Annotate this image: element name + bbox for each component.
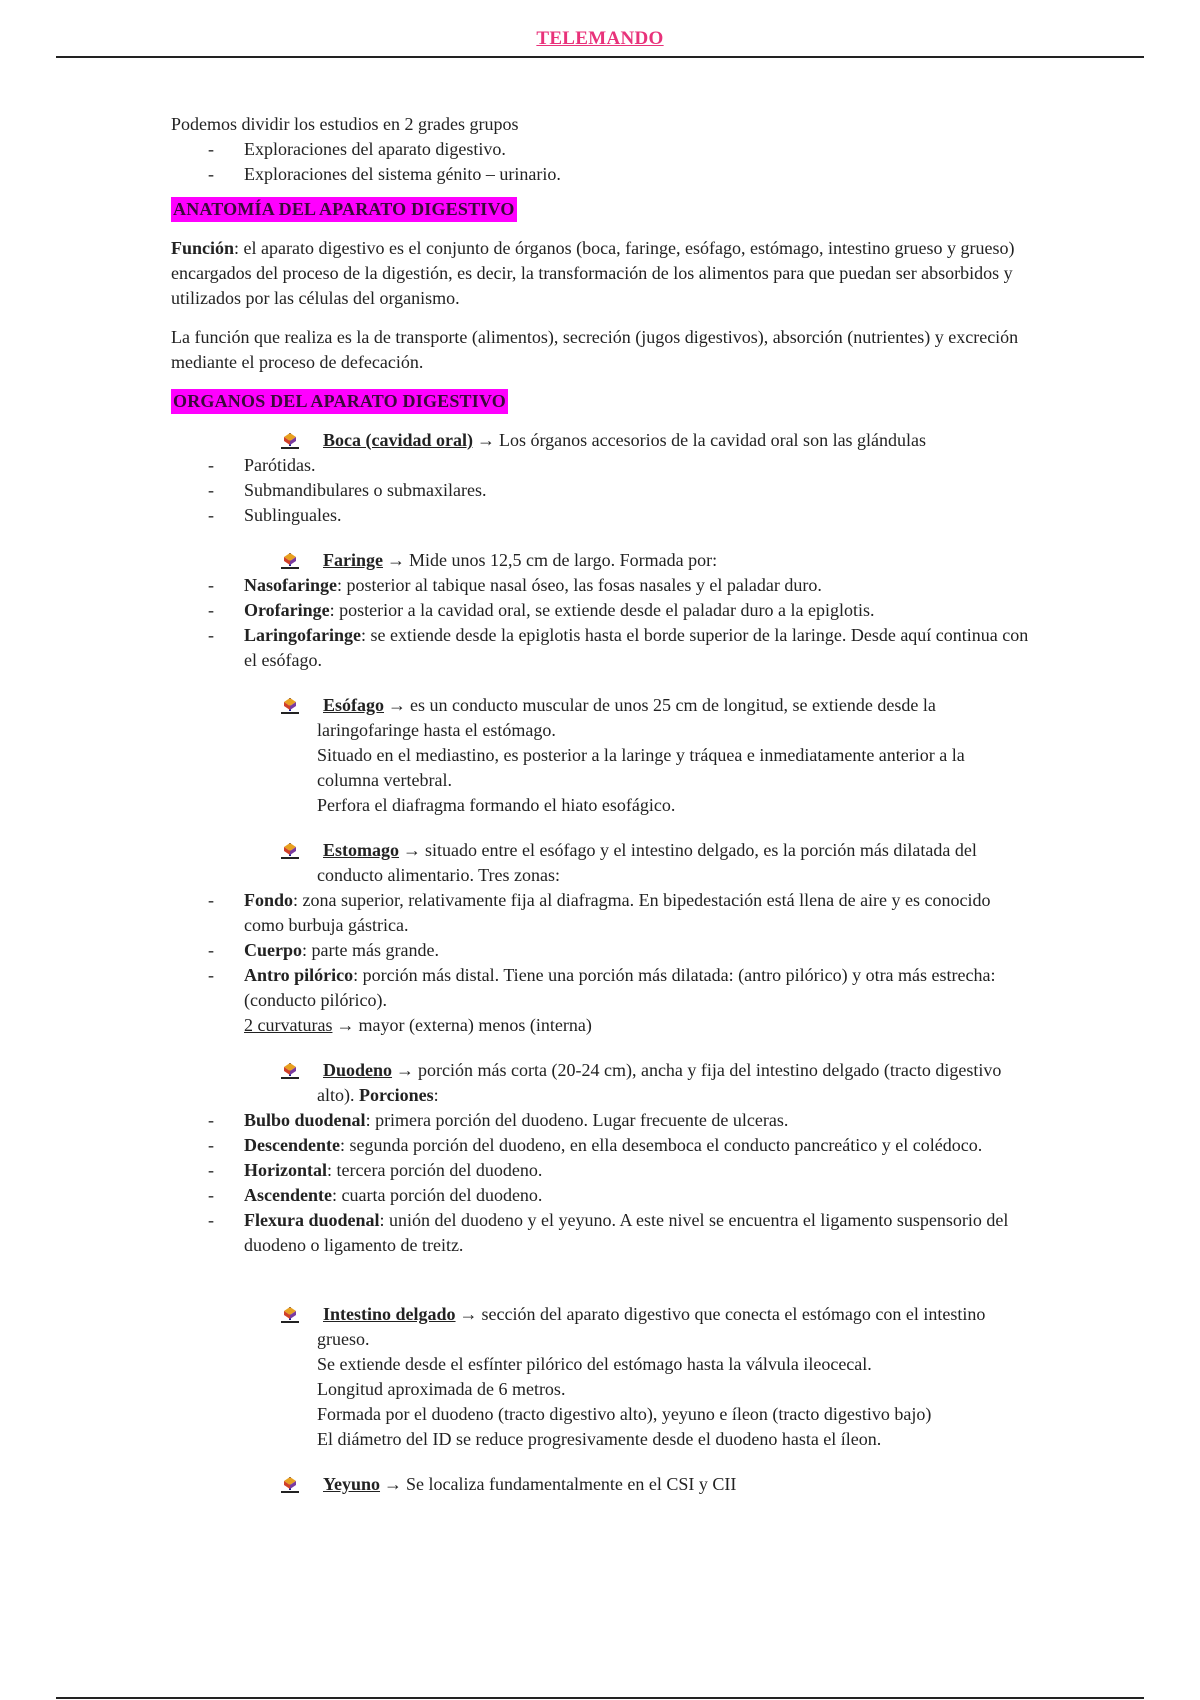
pin-icon — [281, 432, 299, 450]
list-item — [171, 573, 1031, 598]
header-title: TELEMANDO — [536, 28, 664, 49]
funcion-paragraph — [171, 236, 1031, 311]
term-text: : porción más distal. Tiene una porción más dilatada: (antro pilórico) y otra más estrecha: (conducto pilórico). — [244, 965, 996, 1010]
organ-text: Se localiza fundamentalmente en el CSI y CII — [406, 1474, 737, 1494]
term: Laringofaringe — [244, 625, 361, 645]
duodeno-list — [171, 1108, 1031, 1258]
term: Antro pilórico — [244, 965, 354, 985]
organos-heading: ORGANOS DEL APARATO DIGESTIVO — [171, 389, 508, 414]
term-text: : cuarta porción del duodeno. — [332, 1185, 543, 1205]
organ-text: Los órganos accesorios de la cavidad oral son las glándulas — [499, 430, 927, 450]
organ-line: Se extiende desde el esfínter pilórico del estómago hasta la válvula ileocecal. — [317, 1354, 872, 1374]
organ-boca — [171, 428, 1031, 453]
list-item — [171, 963, 1031, 1013]
organ-name: Duodeno — [323, 1060, 393, 1080]
organ-yeyuno — [171, 1472, 1031, 1497]
organ-estomago — [171, 838, 1031, 888]
arrow-icon: → — [336, 1015, 355, 1035]
list-item — [171, 1183, 1031, 1208]
arrow-icon: → — [384, 1474, 403, 1494]
term: Nasofaringe — [244, 575, 337, 595]
term-text: : tercera porción del duodeno. — [327, 1160, 543, 1180]
arrow-icon: → — [477, 430, 495, 450]
term-text: : se extiende desde la epiglotis hasta el borde superior de la laringe. Desde aquí continua con el esófago. — [244, 625, 1029, 670]
intro-text: Podemos dividir los estudios en 2 grades grupos — [171, 114, 519, 134]
organ-name: Faringe — [323, 550, 383, 570]
list-item — [171, 1133, 1031, 1158]
funcion-paragraph-2: La función que realiza es la de transporte (alimentos), secreción (jugos digestivos), absorción (nutrientes) y excreción mediante el proceso de defecación. — [171, 327, 1019, 372]
list-item: - Sublinguales. — [171, 503, 1031, 528]
term: Descendente — [244, 1135, 340, 1155]
organ-text: Mide unos 12,5 cm de largo. Formada por: — [409, 550, 718, 570]
pin-icon — [281, 1062, 299, 1080]
list-item — [171, 888, 1031, 938]
curvaturas-line — [171, 1013, 1031, 1038]
organ-line: El diámetro del ID se reduce progresivamente desde el duodeno hasta el íleon. — [317, 1429, 882, 1449]
curvaturas-text: mayor (externa) menos (interna) — [358, 1015, 592, 1035]
faringe-list — [171, 573, 1031, 673]
list-item: - Exploraciones del aparato digestivo. — [171, 137, 1031, 162]
term: Orofaringe — [244, 600, 330, 620]
list-item — [171, 1158, 1031, 1183]
organ-name: Intestino delgado — [323, 1304, 456, 1324]
estomago-list — [171, 888, 1031, 1013]
pin-icon — [281, 842, 299, 860]
organ-line: Perfora el diafragma formando el hiato esofágico. — [317, 795, 676, 815]
funcion-text: : el aparato digestivo es el conjunto de órganos (boca, faringe, esófago, estómago, intestino grueso y grueso) encargados del proceso de la digestión, es decir, la transformación de los alimentos para que puedan ser absorbidos y utilizados por las células del organismo. — [171, 238, 1015, 308]
organ-text: sección del aparato digestivo que conecta el estómago con el intestino grueso. — [317, 1304, 986, 1349]
organ-esofago — [171, 693, 1031, 818]
porciones-colon: : — [433, 1085, 439, 1105]
organ-line: Longitud aproximada de 6 metros. — [317, 1379, 566, 1399]
boca-list — [171, 453, 1031, 528]
term-text: : zona superior, relativamente fija al diafragma. En bipedestación está llena de aire y es conocido como burbuja gástrica. — [244, 890, 991, 935]
term-text: : primera porción del duodeno. Lugar frecuente de ulceras. — [365, 1110, 789, 1130]
pin-icon — [281, 697, 299, 715]
term: Bulbo duodenal — [244, 1110, 366, 1130]
term-text: : posterior al tabique nasal óseo, las fosas nasales y el paladar duro. — [337, 575, 822, 595]
term-text: : unión del duodeno y el yeyuno. A este nivel se encuentra el ligamento suspensorio del duodeno o ligamento de treitz. — [244, 1210, 1009, 1255]
term-text: : segunda porción del duodeno, en ella desemboca el conducto pancreático y el colédoco. — [339, 1135, 983, 1155]
organ-text: porción más corta (20-24 cm), ancha y fija del intestino delgado (tracto digestivo alto). — [317, 1060, 1002, 1105]
list-item — [171, 623, 1031, 673]
header-rule — [56, 56, 1144, 58]
term: Fondo — [244, 890, 294, 910]
list-item — [171, 938, 1031, 963]
organ-faringe — [171, 548, 1031, 573]
organ-name: Esófago — [323, 695, 385, 715]
term: Flexura duodenal — [244, 1210, 380, 1230]
arrow-icon: → — [387, 550, 405, 570]
term: Horizontal — [244, 1160, 327, 1180]
organ-name: Boca (cavidad oral) — [323, 430, 473, 450]
list-item — [171, 598, 1031, 623]
intro-list — [171, 137, 1031, 187]
organ-text: situado entre el esófago y el intestino delgado, es la porción más dilatada del conducto alimentario. Tres zonas: — [317, 840, 977, 885]
organ-line: Situado en el mediastino, es posterior a la laringe y tráquea e inmediatamente anterior a la columna vertebral. — [317, 745, 965, 790]
organ-intestino-delgado — [171, 1302, 1031, 1452]
document-body — [171, 112, 1031, 1497]
funcion-label: Función — [171, 238, 235, 258]
list-item — [171, 1108, 1031, 1133]
organ-duodeno — [171, 1058, 1031, 1108]
arrow-icon: → — [403, 840, 421, 860]
curvaturas-label: 2 curvaturas — [244, 1015, 333, 1035]
organ-text: es un conducto muscular de unos 25 cm de longitud, se extiende desde la laringofaringe hasta el estómago. — [317, 695, 936, 740]
footer-rule — [56, 1697, 1144, 1699]
organ-name: Estomago — [323, 840, 399, 860]
term: Ascendente — [244, 1185, 332, 1205]
list-item: - Parótidas. — [171, 453, 1031, 478]
arrow-icon: → — [396, 1060, 415, 1080]
term-text: : parte más grande. — [302, 940, 439, 960]
organ-name: Yeyuno — [323, 1474, 381, 1494]
list-item — [171, 1208, 1031, 1258]
list-item: - Exploraciones del sistema génito – urinario. — [171, 162, 1031, 187]
page-header — [0, 28, 1200, 50]
organ-line: Formada por el duodeno (tracto digestivo alto), yeyuno e íleon (tracto digestivo bajo) — [317, 1404, 932, 1424]
arrow-icon: → — [388, 695, 407, 715]
term-text: : posterior a la cavidad oral, se extiende desde el paladar duro a la epiglotis. — [329, 600, 875, 620]
arrow-icon: → — [459, 1304, 478, 1324]
pin-icon — [281, 552, 299, 570]
pin-icon — [281, 1306, 299, 1324]
list-item: - Submandibulares o submaxilares. — [171, 478, 1031, 503]
term: Cuerpo — [244, 940, 302, 960]
anatomia-heading: ANATOMÍA DEL APARATO DIGESTIVO — [171, 197, 517, 222]
pin-icon — [281, 1476, 299, 1494]
porciones-label: Porciones — [359, 1085, 434, 1105]
